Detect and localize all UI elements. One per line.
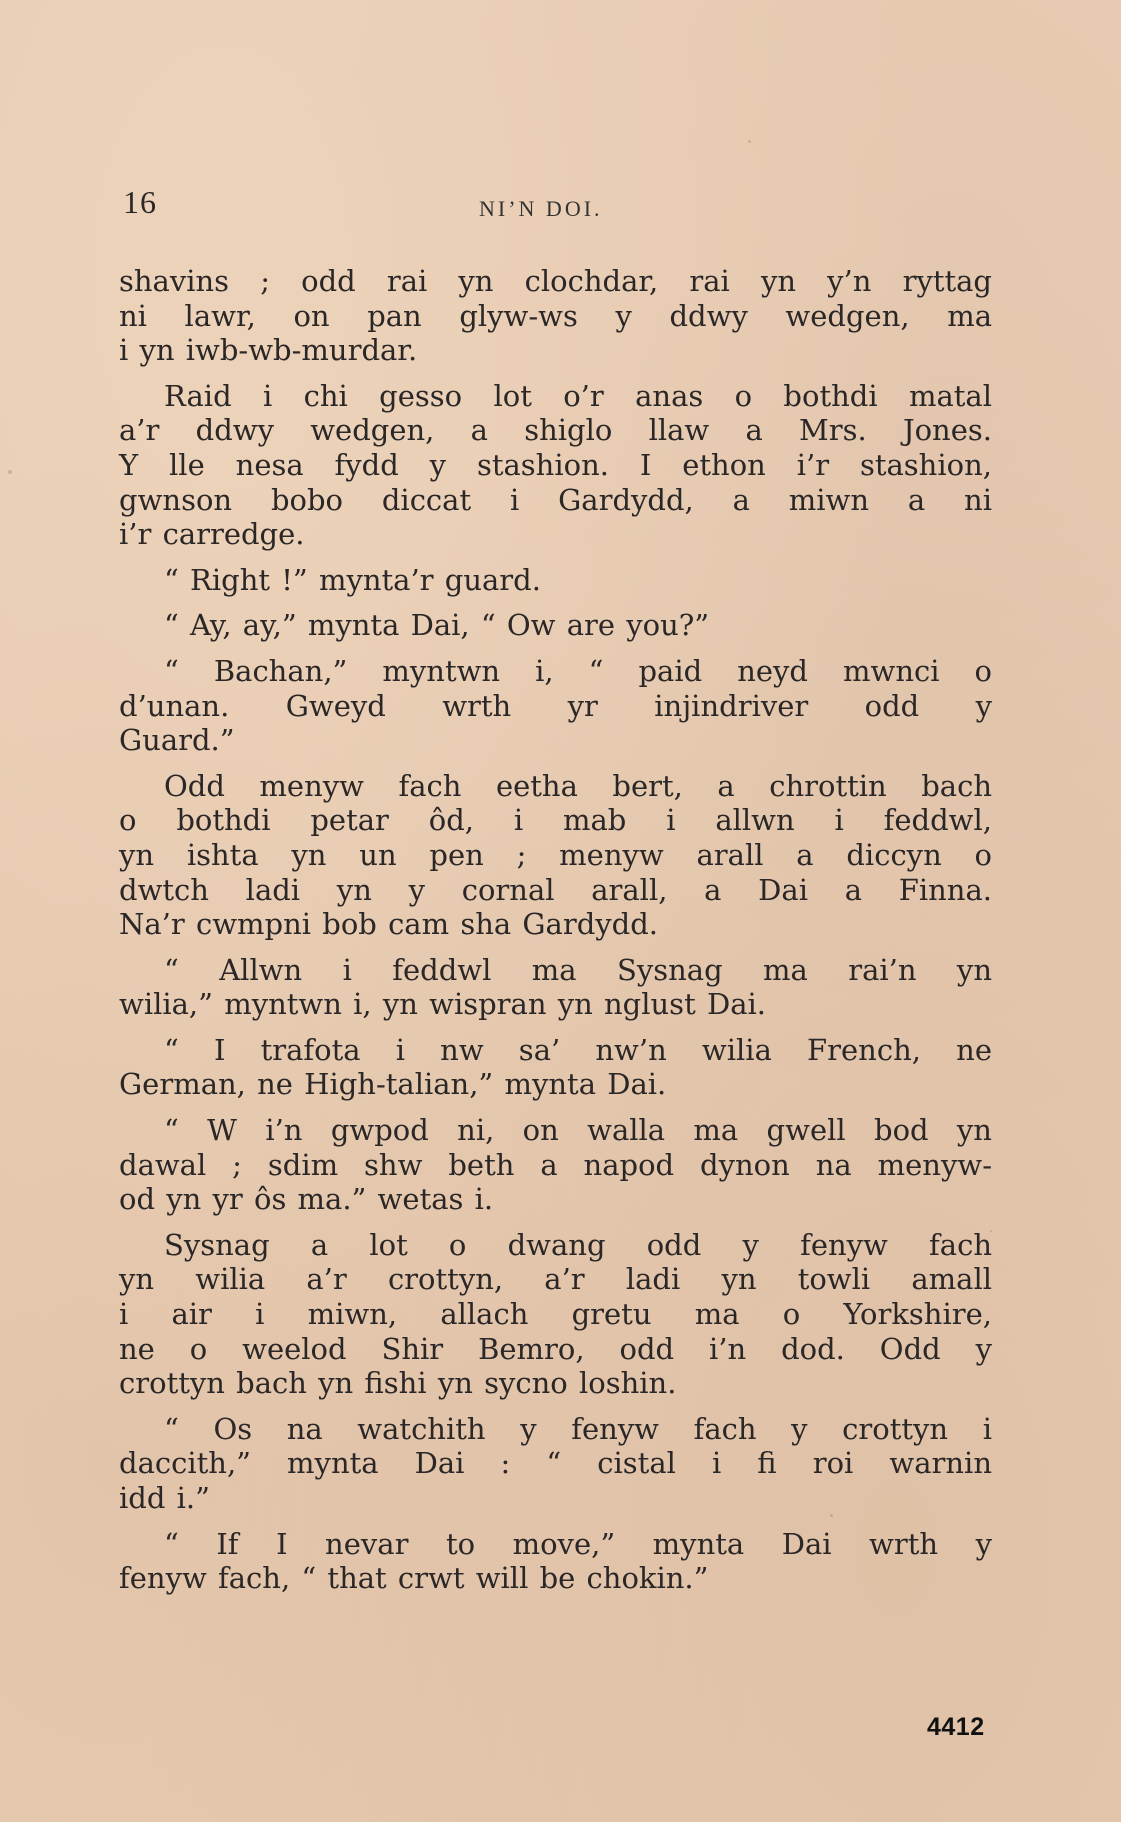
paragraph: [119, 953, 992, 1022]
paragraph: [119, 1412, 992, 1516]
paragraph: [119, 563, 992, 598]
text-line: a’r ddwy wedgen, a shiglo llaw a Mrs. Jones.: [119, 413, 992, 448]
paper-speck: [830, 1514, 833, 1517]
catalog-number: 4412: [927, 1713, 985, 1741]
text-line: Y lle nesa fydd y stashion. I ethon i’r stashion,: [119, 447, 992, 482]
page-number: 16: [123, 184, 157, 220]
paragraph: [119, 1527, 992, 1596]
text-line: “ If I nevar to move,” mynta Dai wrth y: [164, 1526, 992, 1561]
text-line: Odd menyw fach eetha bert, a chrottin bach: [164, 768, 992, 803]
text-line: “ Ay, ay,” mynta Dai, “ Ow are you?”: [164, 608, 710, 643]
paragraph: [119, 608, 992, 643]
text-line: gwnson bobo diccat i Gardydd, a miwn a ni: [119, 482, 992, 517]
text-line: “ Right !” mynta’r guard.: [164, 562, 541, 597]
paragraph: [119, 1228, 992, 1401]
text-line: “ I trafota i nw sa’ nw’n wilia French, ne: [164, 1032, 992, 1067]
paragraph: [119, 1033, 992, 1102]
paper-speck: [990, 1230, 992, 1232]
paragraph: [119, 769, 992, 942]
text-line: “ Bachan,” myntwn i, “ paid neyd mwnci o: [164, 653, 992, 688]
text-line: d’unan. Gweyd wrth yr injindriver odd y: [119, 688, 992, 723]
text-line: dawal ; sdim shw beth a napod dynon na menyw-: [119, 1147, 992, 1182]
paragraph: [119, 264, 992, 368]
body-text: [119, 264, 992, 1607]
text-line: daccith,” mynta Dai : “ cistal i fi roi warnin: [119, 1446, 992, 1481]
text-line: i yn iwb-wb-murdar.: [119, 333, 418, 368]
text-line: wilia,” myntwn i, yn wispran yn nglust Dai.: [119, 987, 766, 1022]
text-line: Raid i chi gesso lot o’r anas o bothdi matal: [164, 378, 992, 413]
text-line: yn ishta yn un pen ; menyw arall a diccyn o: [119, 837, 992, 872]
text-line: dwtch ladi yn y cornal arall, a Dai a Finna.: [119, 872, 992, 907]
text-line: fenyw fach, “ that crwt will be chokin.”: [119, 1561, 709, 1596]
paper-speck: [748, 140, 751, 143]
text-line: ni lawr, on pan glyw-ws y ddwy wedgen, ma: [119, 298, 992, 333]
text-line: “ Allwn i feddwl ma Sysnag ma rai’n yn: [164, 952, 992, 987]
running-title: NI’N DOI.: [479, 196, 603, 221]
text-line: “ Os na watchith y fenyw fach y crottyn i: [164, 1411, 992, 1446]
text-line: Na’r cwmpni bob cam sha Gardydd.: [119, 907, 658, 942]
text-line: od yn yr ôs ma.” wetas i.: [119, 1182, 494, 1217]
running-head: [123, 184, 993, 230]
text-line: German, ne High-talian,” mynta Dai.: [119, 1067, 667, 1102]
text-line: o bothdi petar ôd, i mab i allwn i feddwl,: [119, 803, 992, 838]
paragraph: [119, 1113, 992, 1217]
text-line: shavins ; odd rai yn clochdar, rai yn y’n ryttag: [119, 264, 992, 298]
text-line: Sysnag a lot o dwang odd y fenyw fach: [164, 1227, 992, 1262]
paper-speck: [8, 470, 12, 474]
text-line: i air i miwn, allach gretu ma o Yorkshire,: [119, 1297, 992, 1332]
text-line: i’r carredge.: [119, 517, 305, 552]
text-line: yn wilia a’r crottyn, a’r ladi yn towli amall: [119, 1262, 992, 1297]
text-line: “ W i’n gwpod ni, on walla ma gwell bod yn: [164, 1113, 992, 1148]
paragraph: [119, 379, 992, 552]
paragraph: [119, 654, 992, 758]
text-line: idd i.”: [119, 1481, 210, 1515]
text-line: ne o weelod Shir Bemro, odd i’n dod. Odd y: [119, 1331, 992, 1366]
text-line: crottyn bach yn fishi yn sycno loshin.: [119, 1366, 677, 1401]
text-line: Guard.”: [119, 723, 235, 758]
